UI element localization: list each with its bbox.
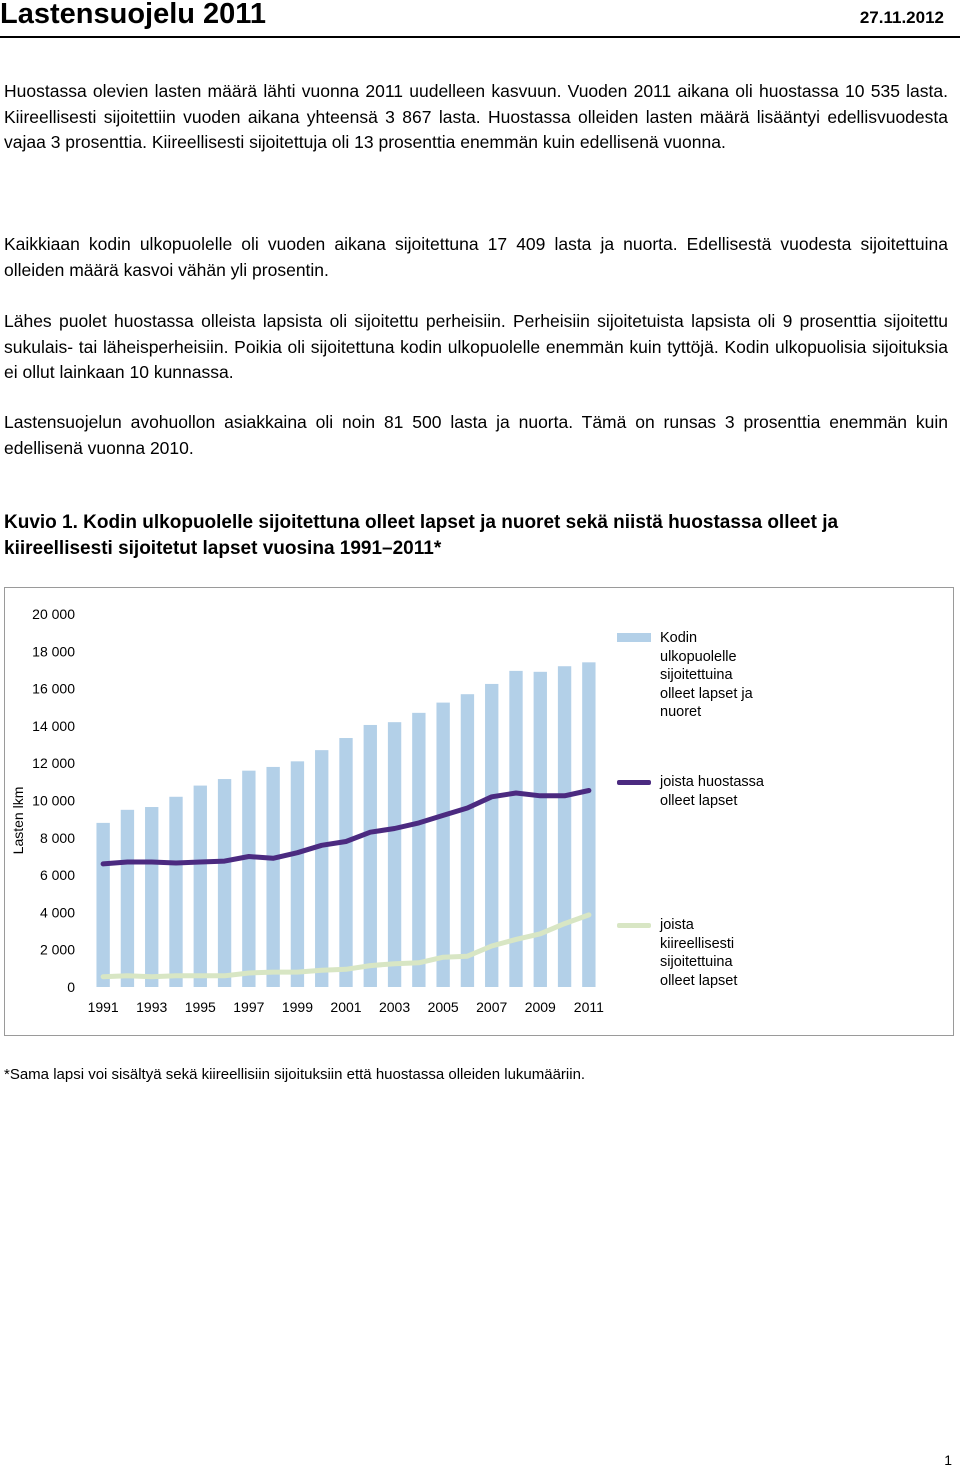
document-date: 27.11.2012 — [859, 8, 944, 27]
y-tick-label: 20 000 — [32, 606, 75, 622]
bar — [218, 779, 231, 987]
y-tick-label: 0 — [67, 979, 75, 995]
legend-label-in-custody: joista huostassa olleet lapset — [660, 774, 764, 809]
x-tick-label: 2001 — [330, 999, 362, 1015]
bar — [291, 761, 304, 987]
x-tick-label: 2011 — [573, 999, 604, 1015]
y-tick-label: 12 000 — [32, 755, 75, 772]
bar — [582, 662, 595, 987]
document-header — [0, 0, 960, 38]
y-tick-label: 2 000 — [39, 941, 75, 958]
x-tick-label: 1997 — [233, 999, 265, 1015]
figure-footnote: *Sama lapsi voi sisältyä sekä kiireellisiin sijoituksiin että huostassa olleiden lukumääriin. — [4, 1066, 586, 1083]
chart — [5, 588, 953, 1035]
bar — [461, 694, 474, 987]
bar — [121, 810, 134, 987]
bar — [96, 823, 109, 987]
x-tick-label: 1991 — [87, 999, 119, 1015]
y-tick-label: 8 000 — [39, 829, 75, 846]
legend-swatch-in-custody — [617, 780, 651, 785]
x-tick-label: 1995 — [184, 999, 216, 1015]
legend-label-emergency: joista kiireellisesti sijoitettuina olleet lapset — [660, 917, 738, 989]
y-tick-label: 14 000 — [32, 717, 75, 734]
legend-swatch-emergency — [617, 923, 651, 928]
y-tick-label: 6 000 — [39, 867, 75, 884]
bar — [242, 771, 255, 987]
bar — [558, 666, 571, 987]
y-tick-label: 16 000 — [32, 680, 75, 697]
y-tick-label: 4 000 — [39, 904, 75, 921]
x-tick-label: 2005 — [427, 999, 459, 1015]
bar — [388, 722, 401, 987]
bar — [485, 684, 498, 987]
paragraph-4: Lastensuojelun avohuollon asiakkaina oli noin 81 500 lasta ja nuorta. Tämä on runsas 3 prosenttia enemmän kuin edellisenä vuonna 2010. — [4, 412, 948, 458]
bar — [364, 725, 377, 987]
legend-swatch-placed-total — [617, 633, 651, 642]
bar — [266, 767, 279, 987]
x-tick-label: 2009 — [524, 999, 556, 1015]
paragraph-2: Kaikkiaan kodin ulkopuolelle oli vuoden aikana sijoitettuna 17 409 lasta ja nuorta. Edellisestä vuodesta sijoitettuina olleiden määrä kasvoi vähän yli prosentin. — [4, 234, 948, 280]
legend-label-placed-total: Kodin ulkopuolelle sijoitettuina olleet lapset ja nuoret — [660, 630, 753, 720]
y-tick-label: 10 000 — [32, 792, 75, 809]
page-number: 1 — [944, 1452, 952, 1468]
header-divider — [0, 36, 960, 38]
paragraph-1: Huostassa olevien lasten määrä lähti vuonna 2011 uudelleen kasvuun. Vuoden 2011 aikana oli huostassa 10 535 lasta. Kiireellisesti sijoitettiin vuoden aikana yhteensä 3 867 lasta. Huostassa olleiden lasten määrä lisääntyi edellisvuodesta vajaa 3 prosenttia. Kiireellisesti sijoitettuja oli 13 prosenttia enemmän kuin edellisenä vuonna. — [4, 81, 948, 153]
x-tick-label: 1999 — [281, 999, 314, 1015]
x-tick-label: 2003 — [378, 999, 411, 1015]
y-tick-label: 18 000 — [32, 643, 75, 660]
document-title: Lastensuojelu 2011 — [0, 0, 266, 30]
paragraph-3: Lähes puolet huostassa olleista lapsista oli sijoitettu perheisiin. Perheisiin sijoitetuista lapsista oli 9 prosenttia sijoitettu sukulais- tai läheisperheisiin. Poikia oli sijoitettuna kodin ulkopuolelle enemmän kuin tyttöjä. Kodin ulkopuolisia sijoituksia ei ollut lainkaan 10 kunnassa. — [4, 311, 948, 383]
bar — [145, 807, 158, 987]
bar — [169, 797, 182, 987]
x-tick-label: 1993 — [136, 999, 168, 1015]
bar — [315, 750, 328, 987]
figure-caption: Kuvio 1. Kodin ulkopuolelle sijoitettuna olleet lapset ja nuoret sekä niistä huostassa olleet ja kiireellisesti sijoitetut lapset vuosina 1991–2011* — [4, 512, 839, 559]
chart-frame — [4, 587, 954, 1036]
bar — [194, 786, 207, 987]
bar — [534, 672, 547, 987]
bar — [436, 703, 449, 987]
x-tick-label: 2007 — [476, 999, 508, 1015]
bar — [339, 738, 352, 987]
bar — [412, 713, 425, 987]
y-axis-label: Lasten lkm — [10, 786, 26, 855]
